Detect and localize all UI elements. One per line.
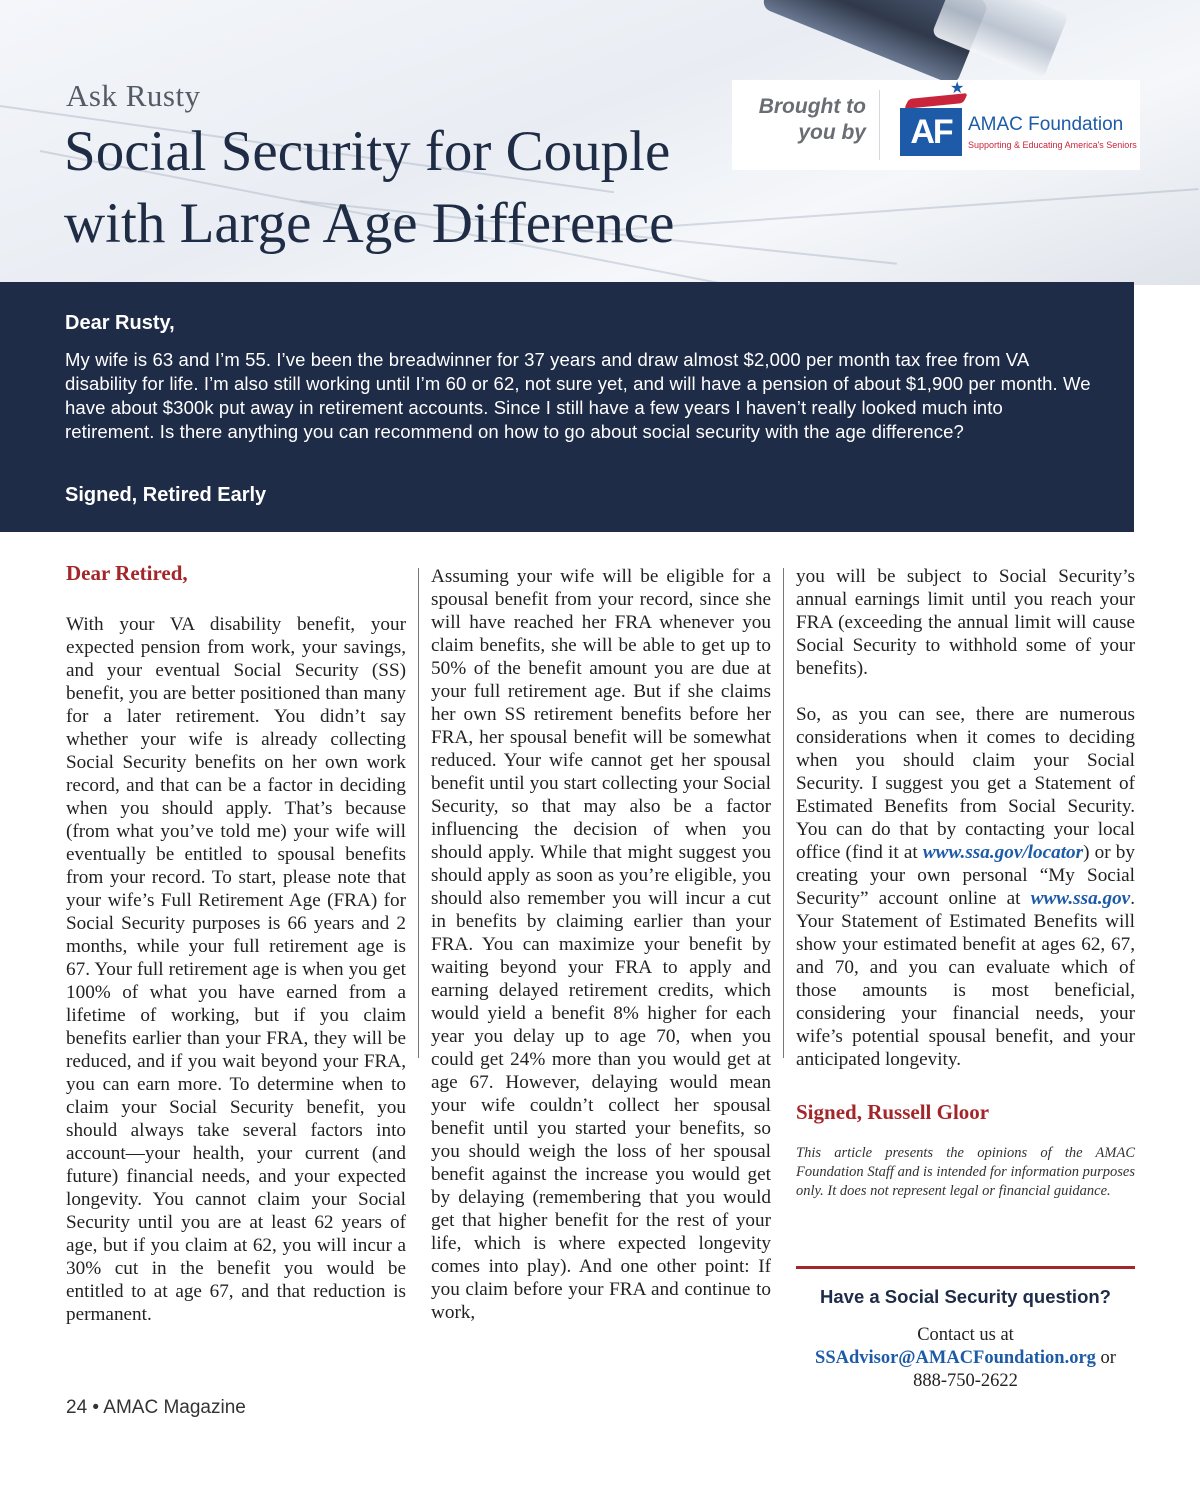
contact-email-link[interactable]: SSAdvisor@AMACFoundation.org bbox=[815, 1348, 1096, 1368]
contact-phone: 888-750-2622 bbox=[913, 1371, 1018, 1391]
reply-column-1 bbox=[66, 562, 406, 1326]
contact-or: or bbox=[1095, 1348, 1116, 1368]
sponsor-divider bbox=[879, 90, 880, 160]
cta-question: Have a Social Security question? bbox=[820, 1286, 1111, 1307]
reply-column-3 bbox=[796, 565, 1135, 1201]
reader-letter-box bbox=[0, 282, 1134, 532]
reply-salutation: Dear Retired, bbox=[66, 561, 188, 585]
contact-prefix: Contact us at bbox=[917, 1325, 1014, 1345]
sponsor-tagline: Supporting & Educating America's Seniors bbox=[968, 140, 1137, 150]
sponsor-name: AMAC Foundation bbox=[968, 114, 1124, 135]
reply-paragraph: With your VA disability benefit, your expected pension from work, your savings, and your eventual Social Security (SS) benefit, you are better positioned than many for a later retirement. You didn’t say whether your wife is already collecting Social Security benefits on her own work record, and that can be a factor in deciding when you should apply. That’s because (from what you’ve told me) your wife will eventually be entitled to spousal benefits from your record. To start, please note that your wife’s Full Retirement Age (FRA) for Social Security purposes is 66 years and 2 months, while your full retirement age is 67. Your full retirement age is when you get 100% of what you have earned from a lifetime of working, but if you claim benefits earlier than your FRA, they will be reduced, and if you wait beyond your FRA, you can earn more. To determine when to claim your Social Security benefit, you should always take several factors into account—your health, your current (and future) financial needs, and your expected longevity. You cannot claim your Social Security until you are at least 62 years of age, but if you claim at 62, you will incur a 30% cut in the benefit you would be entitled to at age 67, and that reduction is permanent. bbox=[66, 614, 406, 1325]
paragraph-text: So, as you can see, there are numerous considerations when it comes to deciding when you should claim your Social Security. I suggest you get a Statement of Estimated Benefits from Social Security. You can do that by contacting your local office (find it at bbox=[796, 704, 1135, 863]
ssa-website-link[interactable]: www.ssa.gov bbox=[1030, 888, 1131, 909]
logo-star-icon: ★ bbox=[950, 80, 965, 97]
amac-foundation-logo: AF bbox=[900, 108, 962, 156]
sponsor-block bbox=[732, 80, 1140, 170]
letter-body: My wife is 63 and I’m 55. I’ve been the breadwinner for 37 years and draw almost $2,000 per month tax free from VA disability for life. I’m also still working until I’m 60 or 62, not sure yet, and will have a pension of about $1,900 per month. We have about $300k put away in retirement accounts. Since I still have a few years I haven’t really looked much into retirement. Is there anything you can recommend on how to go about social security with the age difference? bbox=[65, 349, 1091, 442]
letter-salutation: Dear Rusty, bbox=[65, 312, 175, 334]
reply-signoff: Signed, Russell Gloor bbox=[796, 1100, 990, 1124]
cta-divider bbox=[796, 1266, 1135, 1269]
paragraph-text: ) or by creating your own personal “My Social Security” account online at bbox=[796, 842, 1135, 909]
reply-column-2 bbox=[431, 565, 771, 1324]
disclaimer: This article presents the opinions of the AMAC Foundation Staff and is intended for information purposes only. It does not represent legal or financial guidance. bbox=[796, 1145, 1135, 1199]
column-divider bbox=[418, 568, 419, 1058]
article-title: Social Security for Couple with Large Age Difference bbox=[64, 120, 675, 255]
brought-to-you-by-label: Brought to you by bbox=[758, 95, 866, 144]
paragraph-text: . Your Statement of Estimated Benefits will show your estimated benefit at ages 62, 67, and 70, and you can evaluate which of those amounts is most beneficial, considering your financial needs, your wife’s potential spousal benefit, and your anticipated longevity. bbox=[796, 888, 1135, 1070]
page-footer: 24 • AMAC Magazine bbox=[66, 1397, 246, 1418]
reply-paragraph bbox=[796, 703, 1135, 1071]
column-kicker: Ask Rusty bbox=[66, 78, 201, 113]
reply-paragraph: Assuming your wife will be eligible for a spousal benefit from your record, since she will have reached her FRA whenever you claim benefits, she will be able to get up to 50% of the benefit amount you are due at your full retirement age. But if she claims her own SS retirement benefits before her FRA, her spousal benefit will be somewhat reduced. Your wife cannot get her spousal benefit until you start collecting your Social Security, so that may also be a factor influencing the decision of when you should apply. While that might suggest you should apply as soon as you’re eligible, you should also remember you will incur a cut in benefits by claiming earlier than your FRA. You can maximize your benefit by waiting beyond your FRA to apply and earning delayed retirement credits, which would yield a benefit 8% higher for each year you delay up to age 70, when you could get 24% more than you would get at age 67. However, delaying would mean your wife couldn’t collect her spousal benefit until you started your benefits, so you should weigh the loss of her spousal benefit against the increase you would get by delaying (remembering that you would get that higher benefit for the rest of your life, which is where expected longevity comes into play). And one other point: If you claim before your FRA and continue to work, bbox=[431, 566, 771, 1323]
column-divider bbox=[783, 568, 784, 1058]
ssa-locator-link[interactable]: www.ssa.gov/locator bbox=[922, 842, 1084, 863]
cta-contact bbox=[796, 1324, 1135, 1393]
letter-signature: Signed, Retired Early bbox=[65, 484, 267, 506]
reply-paragraph: you will be subject to Social Security’s annual earnings limit until you reach your FRA (exceeding the annual limit will cause Social Security to withhold some of your benefits). bbox=[796, 566, 1135, 679]
